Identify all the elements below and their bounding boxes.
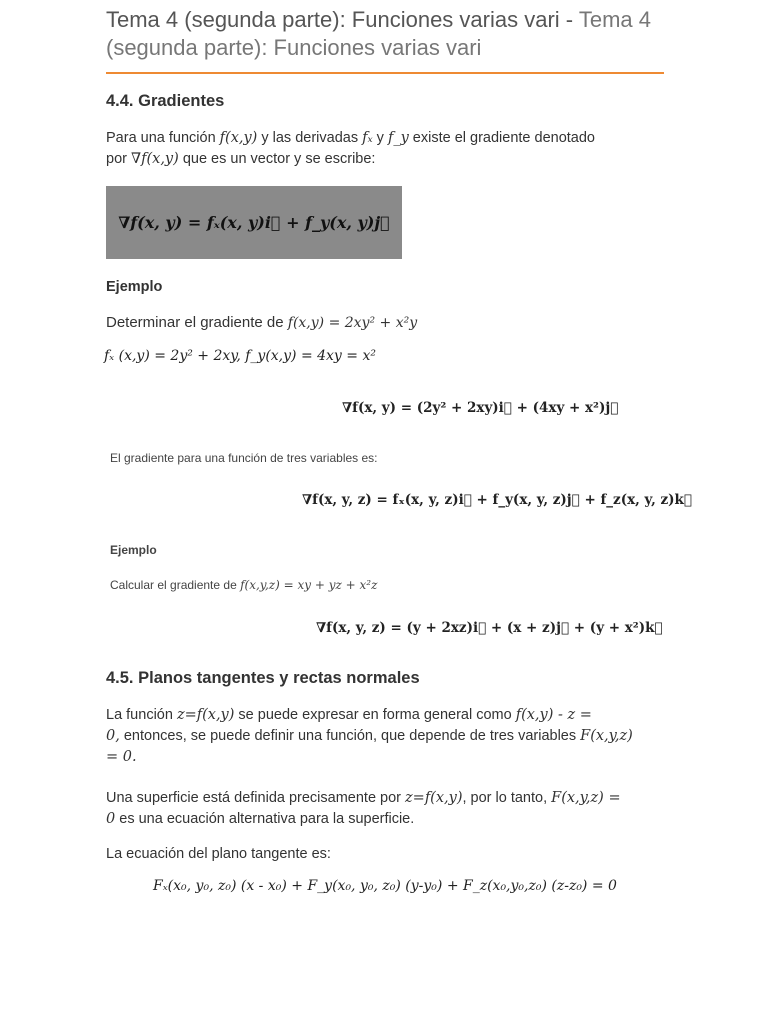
title-sub: Tema 4 (segunda parte): Funciones varias vari <box>106 7 651 60</box>
p1-c: se puede expresar en forma general como <box>234 707 516 723</box>
paragraph-surface <box>106 788 666 830</box>
three-variable-formula: ∇f(x, y, z) = fₓ(x, y, z)i⃗ + f_y(x, y, z)j⃗ + f_z(x, y, z)k⃗ <box>302 492 692 508</box>
example2-statement <box>110 578 377 592</box>
intro-fxy: f(x,y) <box>219 130 258 146</box>
example-text: Determinar el gradiente de <box>106 314 288 331</box>
example2-function: f(x,y,z) = xy + yz + x²z <box>240 578 378 592</box>
p1-h: = 0. <box>106 749 137 765</box>
intro-text-4: por <box>106 151 131 167</box>
example-label: Ejemplo <box>106 279 163 295</box>
three-variable-text: El gradiente para una función de tres variables es: <box>110 451 378 465</box>
intro-fy: f_y <box>387 130 409 146</box>
example-result-formula: ∇f(x, y) = (2y² + 2xy)i⃗ + (4xy + x²)j⃗ <box>342 400 619 416</box>
paragraph-general-form <box>106 705 666 768</box>
gradient-formula-image <box>106 186 402 259</box>
example2-result-formula: ∇f(x, y, z) = (y + 2xz)i⃗ + (x + z)j⃗ + (y + x²)k⃗ <box>316 620 663 636</box>
p1-g: F(x,y,z) <box>580 728 633 744</box>
example-function: f(x,y) = 2xy² + x²y <box>287 315 418 331</box>
intro-text-1: Para una función <box>106 130 220 146</box>
p1-f: entonces, se puede definir una función, que depende de tres variables <box>119 728 581 744</box>
p1-b: z=f(x,y) <box>176 707 235 723</box>
document-title <box>106 6 666 62</box>
section-heading-planos: 4.5. Planos tangentes y rectas normales <box>106 669 420 687</box>
intro-y: y <box>372 130 388 146</box>
intro-grad: ∇f(x,y) <box>131 151 179 167</box>
p1-d: f(x,y) - z = <box>515 707 592 723</box>
gradient-formula: ∇f(x, y) = fₓ(x, y)i⃗ + f_y(x, y)j⃗ <box>118 213 390 232</box>
example2-text: Calcular el gradiente de <box>110 578 241 592</box>
title-main: Tema 4 (segunda parte): Funciones varias vari - <box>106 7 579 32</box>
intro-text-5: que es un vector y se escribe: <box>178 151 376 167</box>
intro-fx: fₓ <box>362 130 373 146</box>
intro-text-3: existe el gradiente denotado <box>408 130 595 146</box>
p2-a: Una superficie está definida precisamente por <box>106 790 406 806</box>
p2-c: , por lo tanto, <box>462 790 552 806</box>
title-divider <box>106 72 664 74</box>
paragraph-tangent-intro: La ecuación del plano tangente es: <box>106 846 331 862</box>
p1-e: 0, <box>106 728 120 744</box>
p2-f: es una ecuación alternativa para la superficie. <box>115 811 415 827</box>
p1-a: La función <box>106 707 177 723</box>
p2-d: F(x,y,z) = <box>551 790 621 806</box>
partial-derivatives: fₓ (x,y) = 2y² + 2xy, f_y(x,y) = 4xy = x² <box>104 348 376 364</box>
example-statement <box>106 312 417 334</box>
p2-b: z=f(x,y) <box>405 790 463 806</box>
example2-label: Ejemplo <box>110 543 157 557</box>
tangent-plane-equation: Fₓ(x₀, y₀, z₀) (x - x₀) + F_y(x₀, y₀, z₀) (y-y₀) + F_z(x₀,y₀,z₀) (z-z₀) = 0 <box>153 878 617 894</box>
gradient-intro <box>106 128 666 170</box>
p2-e: 0 <box>106 811 116 827</box>
intro-text-2: y las derivadas <box>257 130 363 146</box>
section-heading-gradientes: 4.4. Gradientes <box>106 92 225 110</box>
